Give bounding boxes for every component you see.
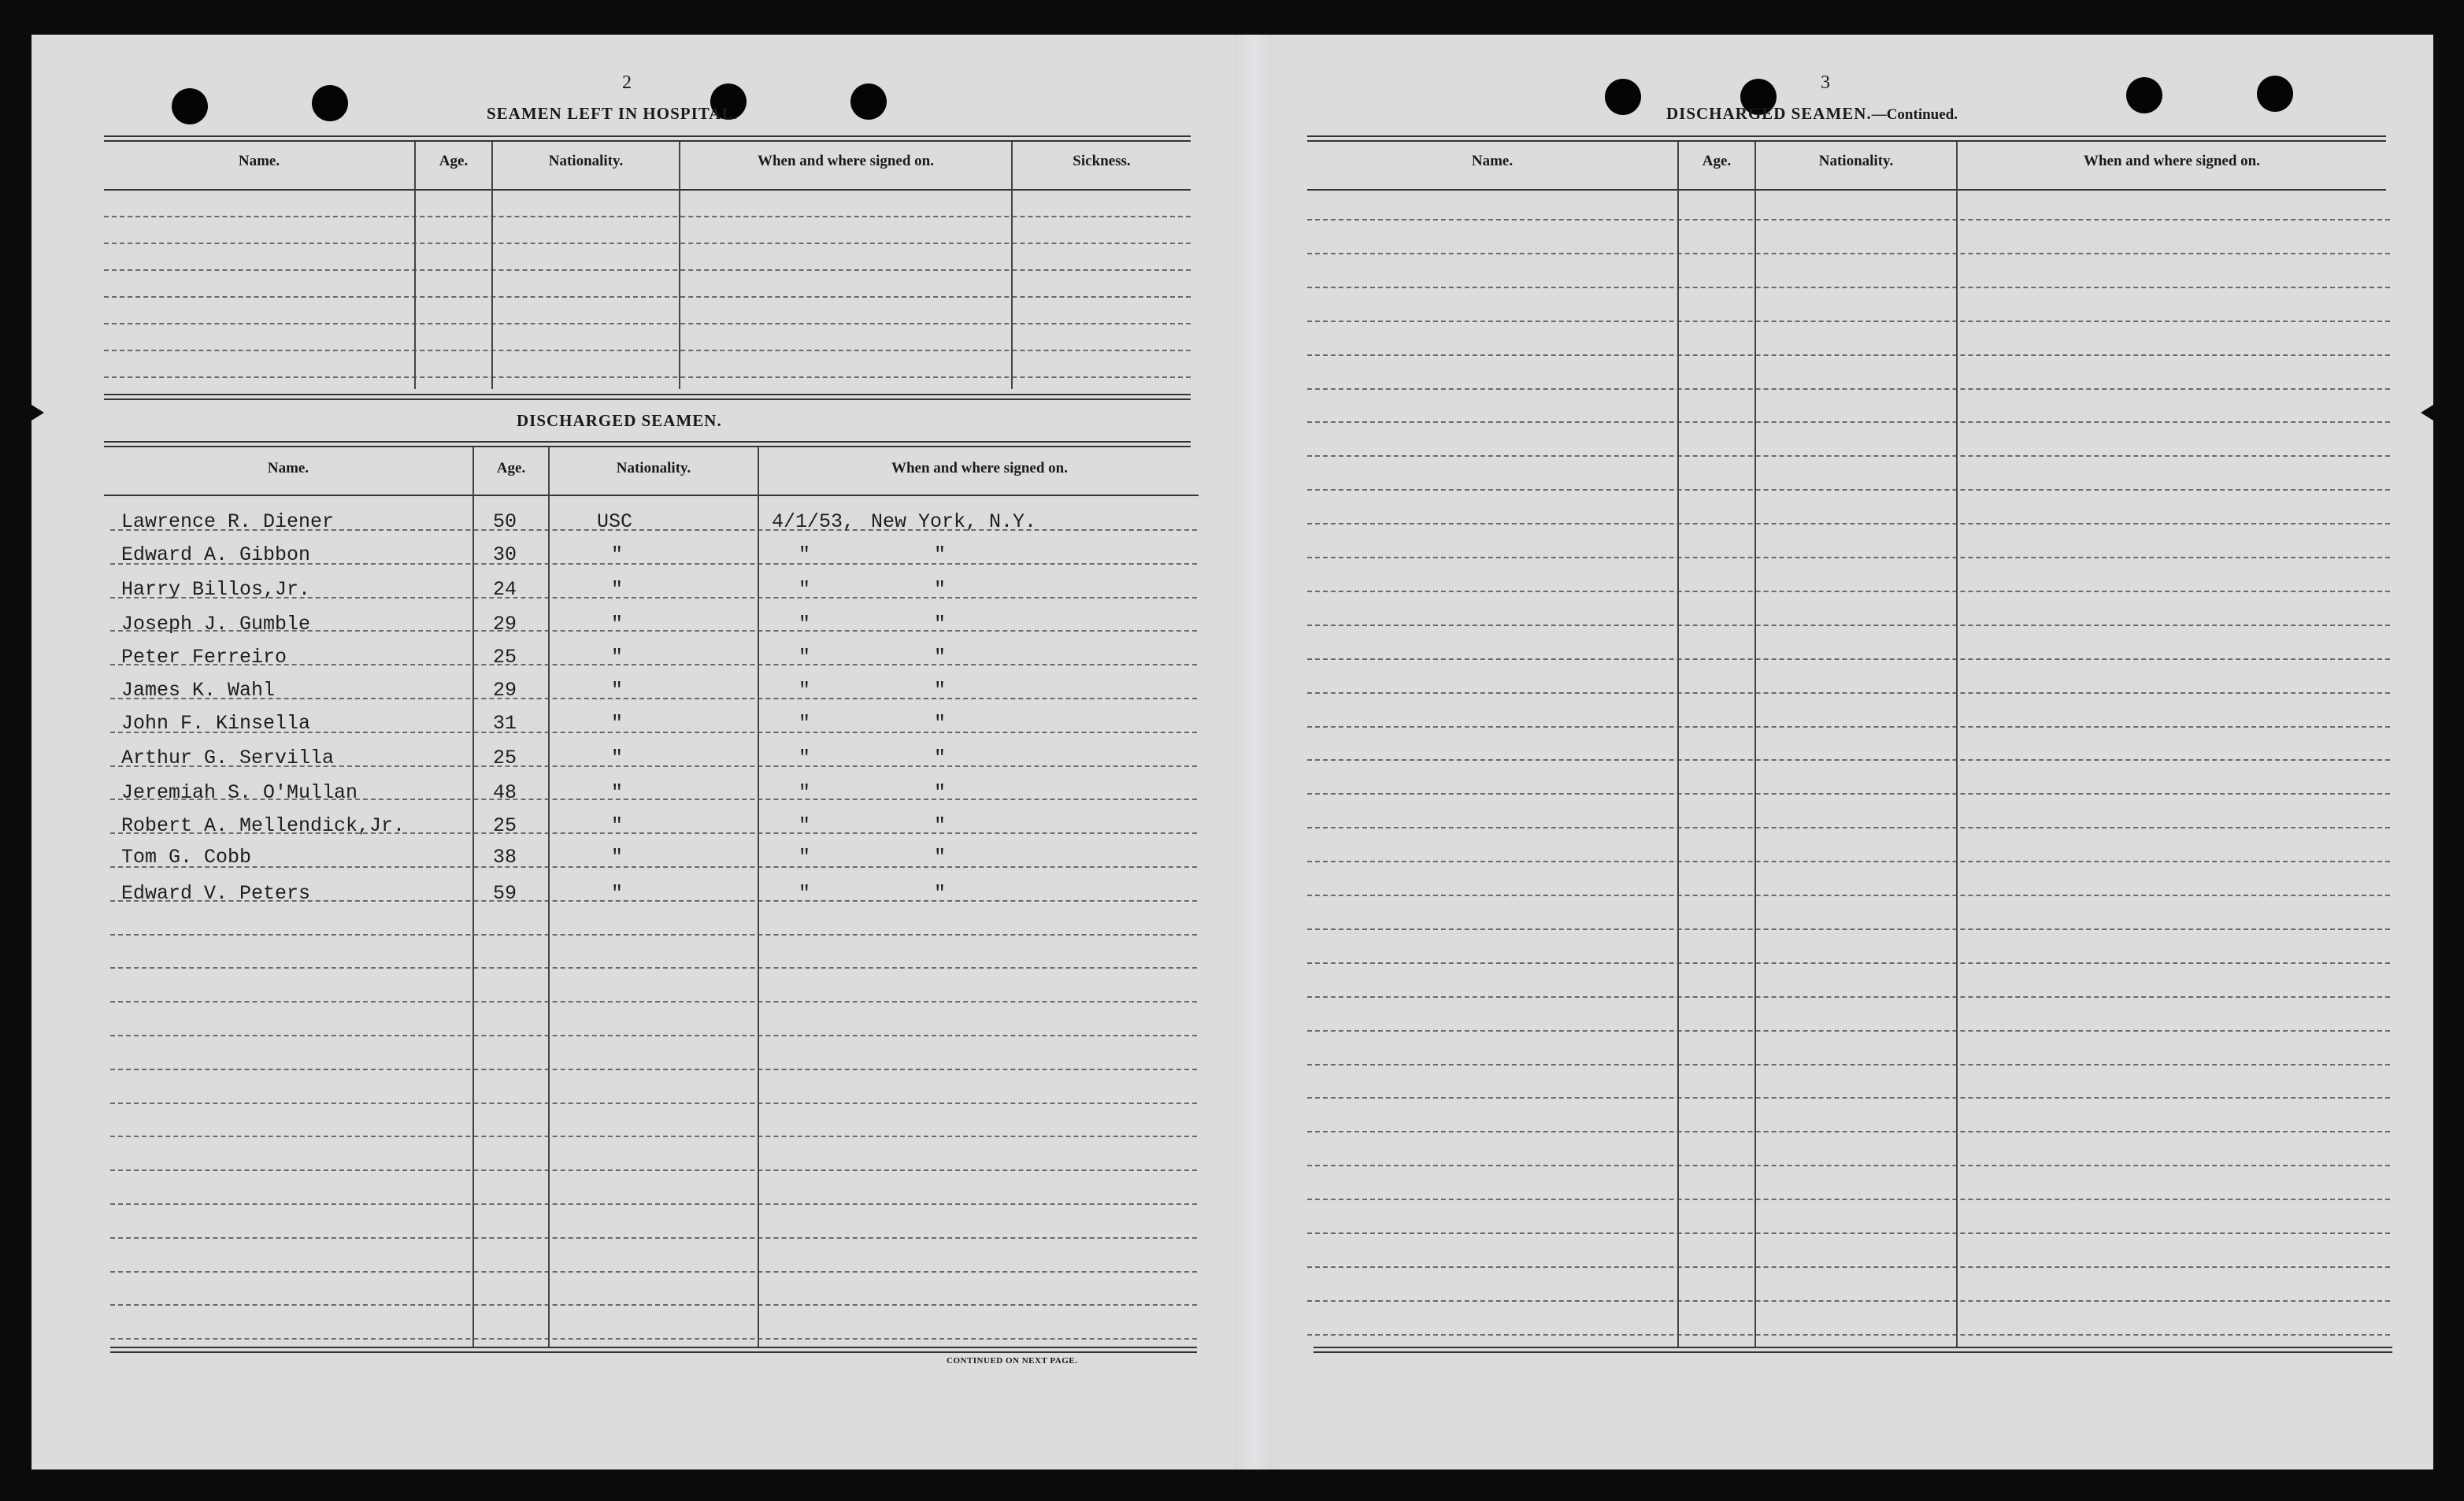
seaman-age: 25 bbox=[493, 646, 517, 669]
seaman-name: John F. Kinsella bbox=[121, 712, 311, 735]
ledger-sheet bbox=[31, 35, 2433, 1469]
ruled-line bbox=[1307, 1097, 2390, 1099]
punch-hole bbox=[172, 88, 208, 124]
ruled-line bbox=[110, 934, 1197, 936]
right-col-nationality: Nationality. bbox=[1818, 153, 1894, 169]
seaman-signed-date: " bbox=[798, 646, 811, 669]
punch-hole bbox=[312, 85, 348, 121]
ruled-line bbox=[110, 1169, 1197, 1171]
hospital-top-rule bbox=[104, 135, 1191, 142]
ruled-line bbox=[1307, 658, 2390, 660]
seaman-age: 29 bbox=[493, 679, 517, 702]
ruled-line bbox=[110, 1069, 1197, 1070]
punch-hole bbox=[2126, 77, 2162, 113]
ruled-line bbox=[104, 323, 1191, 324]
seaman-signed-date: " bbox=[798, 814, 811, 837]
column-divider bbox=[1754, 142, 1756, 1347]
ruled-line bbox=[1307, 1266, 2390, 1268]
right-header-rule bbox=[1307, 189, 2386, 191]
ruled-line bbox=[1307, 321, 2390, 322]
seaman-age: 59 bbox=[493, 882, 517, 905]
ruled-line bbox=[1307, 1232, 2390, 1234]
hospital-bottom-rule bbox=[104, 394, 1191, 400]
seaman-signed-place: New York, N.Y. bbox=[871, 510, 1037, 533]
ruled-line bbox=[1307, 928, 2390, 930]
hospital-section-title: SEAMEN LEFT IN HOSPITAL. bbox=[487, 104, 739, 123]
seaman-signed-date: " bbox=[798, 747, 811, 769]
ruled-line bbox=[1307, 996, 2390, 998]
ruled-line bbox=[1307, 827, 2390, 828]
ruled-line bbox=[1307, 1199, 2390, 1200]
seaman-nationality: " bbox=[611, 781, 624, 804]
ruled-line bbox=[1307, 388, 2390, 390]
ruled-line bbox=[110, 1035, 1197, 1036]
seaman-signed-date: " bbox=[798, 846, 811, 869]
ruled-line bbox=[104, 350, 1191, 351]
column-divider bbox=[472, 447, 474, 1347]
column-divider bbox=[548, 447, 550, 1347]
seaman-name: Harry Billos,Jr. bbox=[121, 578, 311, 601]
seaman-signed-place: " bbox=[934, 814, 947, 837]
ruled-line bbox=[104, 376, 1191, 378]
seaman-age: 25 bbox=[493, 814, 517, 837]
seaman-signed-date: " bbox=[798, 543, 811, 566]
seaman-signed-place: " bbox=[934, 613, 947, 636]
seaman-name: James K. Wahl bbox=[121, 679, 276, 702]
seaman-name: Tom G. Cobb bbox=[121, 846, 252, 869]
ruled-line bbox=[1307, 219, 2390, 221]
seaman-age: 50 bbox=[493, 510, 517, 533]
seaman-signed-date: " bbox=[798, 712, 811, 735]
seaman-name: Robert A. Mellendick,Jr. bbox=[121, 814, 406, 837]
ruled-line bbox=[110, 1237, 1197, 1239]
discharged-col-name: Name. bbox=[267, 460, 309, 476]
left-edge-notch bbox=[31, 405, 44, 421]
ruled-line bbox=[1307, 726, 2390, 728]
ruled-line bbox=[104, 243, 1191, 244]
hospital-header-rule bbox=[104, 189, 1191, 191]
seaman-nationality: " bbox=[611, 679, 624, 702]
seaman-nationality: " bbox=[611, 578, 624, 601]
seaman-age: 29 bbox=[493, 613, 517, 636]
discharged-bottom-rule bbox=[110, 1347, 1197, 1353]
seaman-signed-date: " bbox=[798, 578, 811, 601]
ruled-line bbox=[1307, 861, 2390, 862]
ruled-line bbox=[110, 1304, 1197, 1306]
ruled-line bbox=[110, 1338, 1197, 1340]
seaman-name: Peter Ferreiro bbox=[121, 646, 287, 669]
ruled-line bbox=[1307, 793, 2390, 795]
seaman-signed-place: " bbox=[934, 679, 947, 702]
seaman-nationality: " bbox=[611, 882, 624, 905]
column-divider bbox=[491, 142, 493, 389]
seaman-age: 25 bbox=[493, 747, 517, 769]
seaman-nationality: " bbox=[611, 613, 624, 636]
ruled-line bbox=[1307, 692, 2390, 694]
column-divider bbox=[414, 142, 416, 389]
hospital-col-nationality: Nationality. bbox=[548, 153, 624, 169]
seaman-signed-date: " bbox=[798, 613, 811, 636]
ruled-line bbox=[1307, 489, 2390, 491]
hospital-col-sickness: Sickness. bbox=[1073, 153, 1131, 169]
seaman-signed-place: " bbox=[934, 882, 947, 905]
seaman-name: Lawrence R. Diener bbox=[121, 510, 335, 533]
seaman-age: 30 bbox=[493, 543, 517, 566]
discharged-section-title: DISCHARGED SEAMEN. bbox=[517, 411, 722, 430]
seaman-signed-place: " bbox=[934, 747, 947, 769]
seaman-age: 48 bbox=[493, 781, 517, 804]
right-col-age: Age. bbox=[1702, 153, 1732, 169]
seaman-signed-place: " bbox=[934, 712, 947, 735]
ruled-line bbox=[110, 1271, 1197, 1273]
right-col-name: Name. bbox=[1471, 153, 1514, 169]
hospital-col-signed-on: When and where signed on. bbox=[757, 153, 934, 169]
right-bottom-rule bbox=[1314, 1347, 2392, 1353]
seaman-nationality: " bbox=[611, 846, 624, 869]
punch-hole bbox=[1605, 79, 1641, 115]
seaman-name: Edward A. Gibbon bbox=[121, 543, 311, 566]
ruled-line bbox=[1307, 523, 2390, 524]
column-divider bbox=[758, 447, 759, 1347]
discharged-top-rule bbox=[104, 441, 1191, 447]
discharged-header-rule bbox=[104, 495, 1199, 496]
seaman-name: Edward V. Peters bbox=[121, 882, 311, 905]
seaman-signed-place: " bbox=[934, 578, 947, 601]
right-section-title: DISCHARGED SEAMEN.—Continued. bbox=[1666, 104, 1958, 123]
ruled-line bbox=[110, 1103, 1197, 1104]
seaman-age: 38 bbox=[493, 846, 517, 869]
seaman-nationality: " bbox=[611, 814, 624, 837]
ruled-line bbox=[1307, 962, 2390, 964]
seaman-name: Joseph J. Gumble bbox=[121, 613, 311, 636]
discharged-col-signed-on: When and where signed on. bbox=[891, 460, 1068, 476]
ruled-line bbox=[1307, 1030, 2390, 1032]
ruled-line bbox=[1307, 1064, 2390, 1066]
right-edge-notch bbox=[2421, 405, 2433, 421]
ruled-line bbox=[110, 866, 1197, 868]
seaman-signed-date: 4/1/53, bbox=[772, 510, 855, 533]
seaman-name: Arthur G. Servilla bbox=[121, 747, 335, 769]
ruled-line bbox=[1307, 354, 2390, 356]
seaman-age: 31 bbox=[493, 712, 517, 735]
discharged-col-nationality: Nationality. bbox=[616, 460, 691, 476]
page-number-left: 2 bbox=[622, 72, 632, 93]
ruled-line bbox=[1307, 591, 2390, 592]
seaman-signed-place: " bbox=[934, 846, 947, 869]
ruled-line bbox=[104, 216, 1191, 217]
punch-hole bbox=[850, 83, 887, 120]
hospital-col-name: Name. bbox=[238, 153, 280, 169]
right-col-signed-on: When and where signed on. bbox=[2083, 153, 2260, 169]
ruled-line bbox=[1307, 557, 2390, 558]
ruled-line bbox=[110, 1136, 1197, 1137]
ruled-line bbox=[104, 296, 1191, 298]
right-top-rule bbox=[1307, 135, 2386, 142]
column-divider bbox=[679, 142, 680, 389]
seaman-age: 24 bbox=[493, 578, 517, 601]
seaman-nationality: " bbox=[611, 712, 624, 735]
ruled-line bbox=[1307, 1165, 2390, 1166]
seaman-signed-place: " bbox=[934, 646, 947, 669]
seaman-name: Jeremiah S. O'Mullan bbox=[121, 781, 358, 804]
seaman-signed-place: " bbox=[934, 781, 947, 804]
continued-footer: CONTINUED ON NEXT PAGE. bbox=[947, 1356, 1078, 1366]
ruled-line bbox=[1307, 759, 2390, 761]
seaman-signed-date: " bbox=[798, 882, 811, 905]
ruled-line bbox=[1307, 1334, 2390, 1336]
seaman-nationality: " bbox=[611, 646, 624, 669]
page-fold bbox=[1235, 35, 1273, 1469]
ruled-line bbox=[104, 269, 1191, 271]
seaman-signed-place: " bbox=[934, 543, 947, 566]
seaman-signed-date: " bbox=[798, 679, 811, 702]
column-divider bbox=[1677, 142, 1679, 1347]
seaman-nationality: " bbox=[611, 543, 624, 566]
ruled-line bbox=[1307, 1300, 2390, 1302]
hospital-col-age: Age. bbox=[439, 153, 469, 169]
ruled-line bbox=[1307, 455, 2390, 457]
seaman-nationality: " bbox=[611, 747, 624, 769]
ruled-line bbox=[1307, 253, 2390, 254]
ruled-line bbox=[110, 1001, 1197, 1003]
ruled-line bbox=[1307, 624, 2390, 626]
ruled-line bbox=[1307, 1131, 2390, 1132]
ruled-line bbox=[1307, 895, 2390, 896]
column-divider bbox=[1011, 142, 1013, 389]
column-divider bbox=[1956, 142, 1958, 1347]
seaman-signed-date: " bbox=[798, 781, 811, 804]
ruled-line bbox=[110, 1203, 1197, 1205]
discharged-col-age: Age. bbox=[496, 460, 526, 476]
seaman-nationality: USC bbox=[597, 510, 633, 533]
ruled-line bbox=[1307, 421, 2390, 423]
punch-hole bbox=[2257, 76, 2293, 112]
ruled-line bbox=[110, 967, 1197, 969]
page-number-right: 3 bbox=[1821, 72, 1830, 93]
ruled-line bbox=[1307, 287, 2390, 288]
